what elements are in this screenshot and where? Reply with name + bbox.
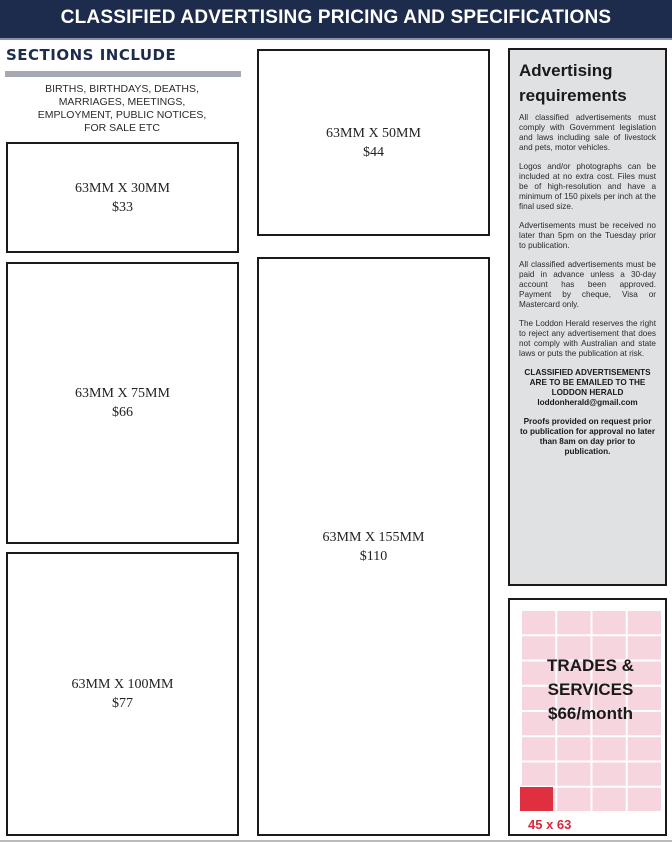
requirements-paragraph: Logos and/or photographs can be included at no extra cost. Files must be of high-resolution and have a minimum of 150 pixels per inch at the final used size. <box>519 162 656 211</box>
sections-line: EMPLOYMENT, PUBLIC NOTICES, <box>37 109 207 121</box>
trades-price: $66/month <box>547 704 634 723</box>
page-title: CLASSIFIED ADVERTISING PRICING AND SPECIFICATIONS <box>60 7 612 28</box>
ad-price-label: $66 <box>112 405 133 420</box>
email-instructions <box>519 368 656 408</box>
requirements-title <box>519 58 656 108</box>
trades-services-box <box>508 598 667 836</box>
trades-size-label: 45 x 63 <box>528 817 572 832</box>
ad-size-label: 63MM X 50MM <box>326 125 421 141</box>
advertising-requirements-panel <box>508 48 667 586</box>
sections-line: MARRIAGES, MEETINGS, <box>58 96 186 108</box>
sections-heading: SECTIONS INCLUDE <box>6 46 177 64</box>
email-notice: CLASSIFIED ADVERTISEMENTS ARE TO BE EMAILED TO THE LODDON HERALD <box>524 368 651 397</box>
requirements-title-line: Advertising <box>519 61 613 80</box>
trades-services-label <box>520 654 661 726</box>
requirements-paragraph: Advertisements must be received no later than 5pm on the Tuesday prior to publication. <box>519 221 656 250</box>
page-header <box>0 0 672 40</box>
sections-line: FOR SALE ETC <box>84 122 160 134</box>
email-address: loddonherald@gmail.com <box>537 398 638 407</box>
ad-price-label: $110 <box>359 548 388 564</box>
ad-size-box-75mm <box>6 262 239 544</box>
sections-list <box>6 83 238 135</box>
ad-size-label: 63MM X 100MM <box>71 677 174 692</box>
requirements-paragraph: All classified advertisements must comply with Government legislation and laws including sale of livestock and pets, motor vehicles. <box>519 113 656 152</box>
ad-size-box-30mm <box>6 142 239 253</box>
bottom-divider <box>0 840 672 842</box>
ad-size-label: 63MM X 155MM <box>322 529 425 545</box>
ad-price-label: $33 <box>112 199 133 215</box>
ad-price-label: $77 <box>112 696 133 711</box>
trades-line: TRADES & <box>547 656 634 675</box>
sections-line: BIRTHS, BIRTHDAYS, DEATHS, <box>45 83 199 95</box>
ad-size-label: 63MM X 75MM <box>75 386 170 401</box>
ad-size-box-100mm <box>6 552 239 836</box>
trades-highlight-cell <box>520 787 553 811</box>
trades-line: SERVICES <box>547 680 634 699</box>
ad-size-box-155mm <box>257 257 490 836</box>
ad-size-label: 63MM X 30MM <box>75 180 170 196</box>
requirements-paragraph: All classified advertisements must be paid in advance unless a 30-day account has been approved. Payment by cheque, Visa or Mastercard only. <box>519 260 656 309</box>
requirements-paragraph: The Loddon Herald reserves the right to reject any advertisement that does not comply with Australian and state laws or puts the publication at risk. <box>519 319 656 358</box>
requirements-title-line: requirements <box>519 86 627 105</box>
sections-divider <box>5 71 241 77</box>
ad-size-box-50mm <box>257 49 490 236</box>
ad-price-label: $44 <box>363 144 384 160</box>
proofs-note: Proofs provided on request prior to publication for approval no later than 8am on day prior to publication. <box>519 417 656 456</box>
